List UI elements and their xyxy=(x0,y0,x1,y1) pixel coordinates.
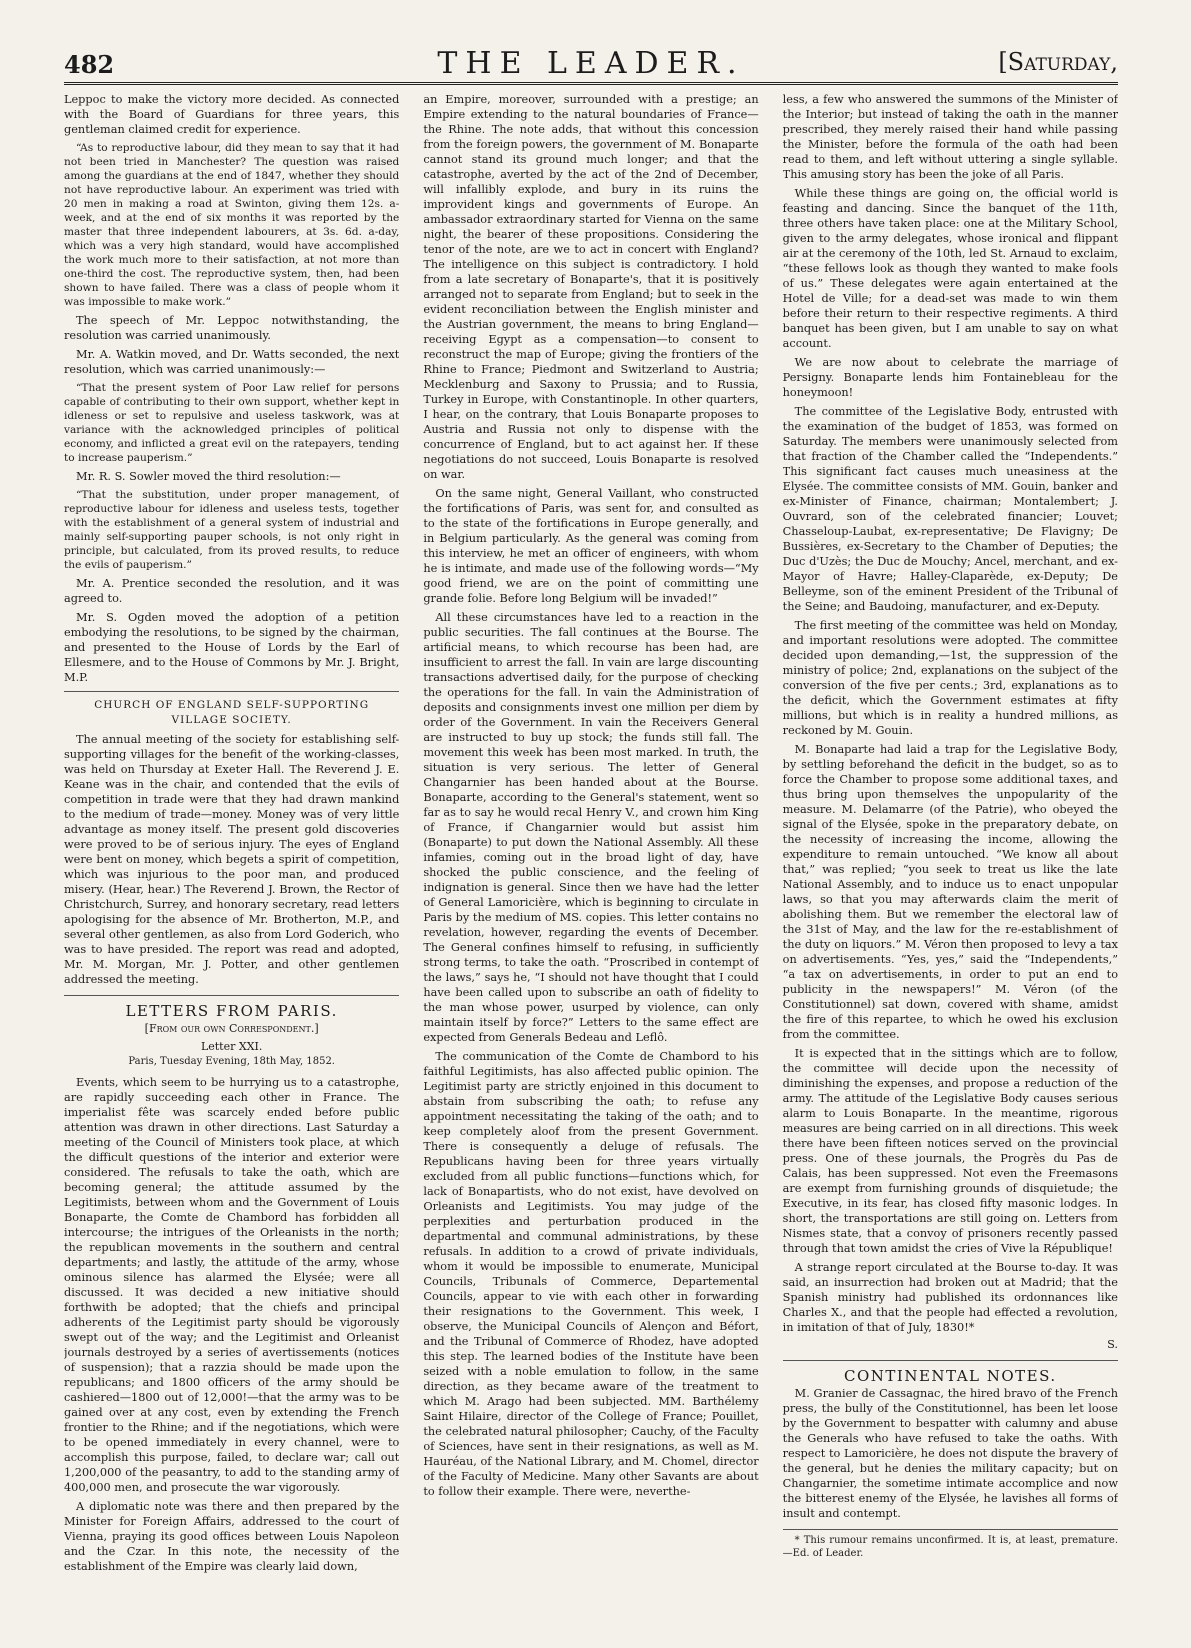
paragraph: We are now about to celebrate the marriage of Persigny. Bonaparte lends him Fontainebleau for the honeymoon! xyxy=(782,356,1118,399)
letter-number: Letter XXI. xyxy=(200,1040,263,1053)
footnote: * This rumour remains unconfirmed. It is, at least, premature.—Ed. of Leader. xyxy=(783,1529,1118,1560)
byline: [From our own Correspondent.] xyxy=(144,1022,319,1035)
paragraph: The communication of the Comte de Chambord to his faithful Legitimists, has also affected public opinion. The Legitimist party are strictly enjoined in this document to abstain from subscribing the oath; to refuse any appointment necessitating the taking of the oath; and to keep completely aloof from the present Government. There is consequently a deluge of refusals. The Republicans having been for three years virtually excluded from all public functions—functions which, for lack of Bonapartists, who do not exist, have devolved on Orleanists and Legitimists. You may judge of the perplexities and perturbation produced in the departmental and communal administrations, by these refusals. In addition to a crowd of private individuals, whom it would be impossible to enumerate, Municipal Councils, Tribunals of Commerce, Departemental Councils, appear to vie with each other in forwarding their resignations to the Government. This week, I observe, the Municipal Councils of Alençon and Béfort, and the Tribunal of Commerce of Rhodez, have adopted this step. The learned bodies of the Institute have been seized with a noble emulation to follow, in the same direction, as they became aware of the treatment to which M. Arago had been subjected. MM. Barthélemy Saint Hilaire, director of the College of France; Pouillet, the celebrated natural philosopher; Cauchy, of the Faculty of Sciences, have sent in their resignations, as well as M. Hauréau, of the National Library, and M. Chomel, director of the Faculty of Medicine. Many other Savants are about to follow their example. There were, neverthe- xyxy=(423,1050,759,1498)
paragraph: The annual meeting of the society for establishing self-supporting villages for the benefit of the working-classes, was held on Thursday at Exeter Hall. The Reverend J. E. Keane was in the chair, and contended that the evils of competition in trade were that they had drawn mankind to the medium of trade—money. Money was of very little advantage as money itself. The present gold discoveries were proved to be of serious injury. The eyes of England were bent on money, which begets a spirit of competition, which was injurious to the poor man, and produced misery. (Hear, hear.) The Reverend J. Brown, the Rector of Christchurch, Surrey, and honorary secretary, read letters apologising for the absence of Mr. Brotherton, M.P., and several other gentlemen, as also from Lord Goderich, who was to have presided. The report was read and adopted, Mr. M. Morgan, Mr. J. Potter, and other gentlemen addressed the meeting. xyxy=(64,733,400,986)
paragraph: an Empire, moreover, surrounded with a prestige; an Empire extending to the natural boundaries of France—the Rhine. The note adds, that without this concession from the foreign powers, the government of M. Bonaparte cannot stand its ground much longer; and that the catastrophe, averted by the act of the 2nd of December, will infallibly explode, and bury in its ruins the improvident kings and governments of Europe. An ambassador extraordinary started for Vienna on the same night, the bearer of these propositions. Considering the tenor of the note, are we to act in concert with England? The intelligence on this subject is contradictory. I hold from a late secretary of Bonaparte's, that it is positively arranged not to separate from England; but to seek in the evident reconciliation between the English minister and the Austrian government, the means to bring England—receiving Egypt as a compensation—to consent to reconstruct the map of Europe; giving the frontiers of the Rhine to France; Piedmont and Switzerland to Austria; Mecklenburg and Saxony to Prussia; and to Russia, Turkey in Europe, with Constantinople. In other quarters, I hear, on the contrary, that Louis Bonaparte proposes to Austria and Russia not only to dispense with the concurrence of England, but to act against her. If these negotiations do not succeed, Louis Bonaparte is resolved on war. xyxy=(423,93,759,481)
paragraph: less, a few who answered the summons of the Minister of the Interior; but instead of taking the oath in the manner prescribed, they merely raised their hand while passing the Minister, before the formula of the oath had been read to them, and left without uttering a single syllable. This amusing story has been the joke of all Paris. xyxy=(782,93,1118,181)
section-subheading: CHURCH OF ENGLAND SELF-SUPPORTING VILLAGE SOCIETY. xyxy=(64,691,399,728)
page-number: 482 xyxy=(64,50,115,79)
paragraph: A diplomatic note was there and then prepared by the Minister for Foreign Affairs, addressed to the court of Vienna, praying its good offices between Louis Napoleon and the Czar. In this note, the necessity of the establishment of the Empire was clearly laid down, xyxy=(64,1500,400,1573)
paragraph: While these things are going on, the official world is feasting and dancing. Since the banquet of the 11th, three others have taken place: one at the Military School, given to the army delegates, whose ironical and flippant air at the ceremony of the 10th, led St. Arnaud to exclaim, “these fellows look as though they wanted to make fools of us.” These delegates were again entertained at the Hotel de Ville; for a dead-set was made to win them before their return to their respective regiments. A third banquet has been given, but I am unable to say on what account. xyxy=(782,187,1118,350)
dateline: Paris, Tuesday Evening, 18th May, 1852. xyxy=(128,1056,335,1067)
paragraph: The first meeting of the committee was held on Monday, and important resolutions were adopted. The committee decided upon demanding,—1st, the suppression of the ministry of police; 2nd, explanations on the subject of the conversion of the five per cents.; 3rd, explanations as to the deficit, which the Government estimates at fifty millions, but which is in reality a hundred millions, as reckoned by M. Gouin. xyxy=(782,619,1118,737)
column-1 xyxy=(64,92,399,1640)
column-3 xyxy=(783,92,1118,1640)
paragraph: Mr. S. Ogden moved the adoption of a petition embodying the resolutions, to be signed by the chairman, and presented to the House of Lords by the Earl of Ellesmere, and to the House of Commons by Mr. J. Bright, M.P. xyxy=(64,611,400,684)
paragraph: Events, which seem to be hurrying us to a catastrophe, are rapidly succeeding each other in France. The imperialist fête was scarcely ended before public attention was drawn in other directions. Last Saturday a meeting of the Council of Ministers took place, at which the difficult questions of the interior and exterior were considered. The refusals to take the oath, which are becoming general; the attitude assumed by the Legitimists, between whom and the Government of Louis Bonaparte, the Comte de Chambord has forbidden all intercourse; the intrigues of the Orleanists in the north; the republican movements in the southern and central departments; and lastly, the attitude of the army, whose ominous silence has alarmed the Elysée; were all discussed. It was decided a new initiative should forthwith be adopted; that the chiefs and principal adherents of the Legitimist party should be vigorously swept out of the way; and the Legitimist and Orleanist journals destroyed by a series of avertissements (notices of suspension); that a razzia should be made upon the republicans; and 1800 officers of the army should be cashiered—1800 out of 12,000!—that the army was to be gained over at any cost, even by extending the French frontier to the Rhine; and if the negotiations, which were to be opened immediately in every channel, were to accomplish this purpose, failed, to declare war; call out 1,200,000 of the peasantry, to add to the standing army of 400,000 men, and prosecute the war vigorously. xyxy=(64,1076,400,1494)
paragraph: The committee of the Legislative Body, entrusted with the examination of the budget of 1853, was formed on Saturday. The members were unanimously selected from that fraction of the Chamber called the “Independents.” This significant fact causes much uneasiness at the Elysée. The committee consists of MM. Gouin, banker and ex-Minister of Finance, chairman; Montalembert; J. Ouvrard, son of the celebrated financier; Louvet; Chasseloup-Laubat, ex-representative; De Flavigny; De Bussières, ex-Secretary to the Chamber of Deputies; the Duc d'Uzès; the Duc de Mouchy; Ancel, merchant, and ex-Mayor of Havre; Halley-Claparède, ex-Deputy; De Belleyme, son of the eminent President of the Tribunal of the Seine; and Baudoing, manufacturer, and ex-Deputy. xyxy=(782,405,1118,613)
quotation: “That the present system of Poor Law relief for persons capable of contributing to their own support, whether kept in idleness or set to repulsive and useless taskwork, was at variance with the acknowledged principles of political economy, and inflicted a great evil on the ratepayers, tending to increase pauperism.” xyxy=(64,382,400,464)
quotation: “As to reproductive labour, did they mean to say that it had not been tried in Manchester? The question was raised among the guardians at the end of 1847, whether they should not have reproductive labour. An experiment was tried with 20 men in making a road at Swinton, giving them 12s. a-week, and at the end of six months it was reported by the master that three independent labourers, at 3s. 6d. a-day, which was a very high standard, would have accomplished the work much more to their satisfaction, at not more than one-third the cost. The reproductive system, then, had been shown to have failed. There was a class of people whom it was impossible to make work.” xyxy=(64,142,400,308)
paragraph: A strange report circulated at the Bourse to-day. It was said, an insurrection had broken out at Madrid; that the Spanish ministry had published its ordonnances like Charles X., and that the people had effected a revolution, in imitation of that of July, 1830!* xyxy=(782,1261,1118,1334)
quotation: “That the substitution, under proper management, of reproductive labour for idleness and useless tests, together with the establishment of a general system of industrial and mainly self-supporting pauper schools, is not only right in principle, but calculated, from its proved results, to reduce the evils of pauperism.” xyxy=(64,489,400,571)
paragraph: Leppoc to make the victory more decided. As connected with the Board of Guardians for three years, this gentleman claimed credit for experience. xyxy=(64,93,400,136)
newspaper-title: THE LEADER. xyxy=(437,46,745,81)
column-2 xyxy=(423,92,758,1640)
paragraph: All these circumstances have led to a reaction in the public securities. The fall continues at the Bourse. The artificial means, to which recourse has been had, are insufficient to arrest the fall. In vain are large discounting transactions advertised daily, for the purpose of checking the operations for the fall. In vain the Administration of deposits and consignments invest one million per diem by order of the Government. In vain the Receivers General are instructed to buy up stock; the funds still fall. The movement this week has been most marked. In truth, the situation is very serious. The letter of General Changarnier has been handed about at the Bourse. Bonaparte, according to the General's statement, went so far as to say he would recal Henry V., and crown him King of France, if Changarnier would but assist him (Bonaparte) to put down the National Assembly. All these infamies, coming out in the broad light of day, have shocked the public conscience, and the feeling of indignation is general. Since then we have had the letter of General Lamoricière, which is beginning to circulate in Paris by the medium of MS. copies. This letter contains no revelation, however, regarding the events of December. The General confines himself to refusing, in sufficiently strong terms, to take the oath. “Proscribed in contempt of the laws,” says he, “I should not have thought that I could have been called upon to subscribe an oath of fidelity to the man whose power, usurped by violence, can only maintain itself by force?” Letters to the same effect are expected from Generals Bedeau and Leflô. xyxy=(423,611,759,1044)
article-columns xyxy=(64,92,1118,1640)
page-header xyxy=(64,42,1118,85)
paragraph: On the same night, General Vaillant, who constructed the fortifications of Paris, was sent for, and consulted as to the state of the fortifications in Europe generally, and in Belgium particularly. As the general was coming from this interview, he met an officer of engineers, with whom he is intimate, and made use of the following words—“My good friend, we are on the point of committing une grande folie. Before long Belgium will be invaded!” xyxy=(423,487,759,605)
paragraph: M. Bonaparte had laid a trap for the Legislative Body, by settling beforehand the deficit in the budget, so as to force the Chamber to propose some additional taxes, and thus bring upon themselves the unpopularity of the measure. M. Delamarre (of the Patrie), who obeyed the signal of the Elysée, spoke in the preparatory debate, on the necessity of increasing the income, allowing the expenditure to remain untouched. “We know all about that,” was replied; “you seek to treat us like the late National Assembly, and to induce us to enact unpopular laws, so that you may afterwards claim the merit of abolishing them. But we remember the electoral law of the 31st of May, and the law for the re-establishment of the duty on liquors.” M. Véron then proposed to levy a tax on advertisements. “Yes, yes,” said the “Independents,” “a tax on advertisements, in order to put an end to publicity in the newspapers!” M. Véron (of the Constitutionnel) sat down, covered with shame, amidst the fire of this repartee, to which he owed his exclusion from the committee. xyxy=(782,743,1118,1041)
paragraph: It is expected that in the sittings which are to follow, the committee will decide upon the necessity of diminishing the expenses, and propose a reduction of the army. The attitude of the Legislative Body causes serious alarm to Louis Bonaparte. In the meantime, rigorous measures are being carried on in all directions. This week there have been fifteen notices served on the provincial press. One of these journals, the Progrès du Pas de Calais, has been suppressed. Not even the Freemasons are exempt from furnishing grounds of disquietude; the Executive, in its fear, has closed fifty masonic lodges. In short, the transportations are still going on. Letters from Nismes state, that a convoy of prisoners recently passed through that town amidst the cries of Vive la République! xyxy=(782,1047,1118,1255)
signature-initial: S. xyxy=(1107,1338,1118,1351)
section-title: LETTERS FROM PARIS. xyxy=(64,995,399,1019)
issue-day: [Saturday, xyxy=(998,48,1118,76)
paragraph: Mr. A. Watkin moved, and Dr. Watts seconded, the next resolution, which was carried unanimously:— xyxy=(64,348,400,376)
paragraph: M. Granier de Cassagnac, the hired bravo of the French press, the bully of the Constitutionnel, has been let loose by the Government to bespatter with calumny and abuse the Generals who have refused to take the oaths. With respect to Lamoricière, he does not dispute the bravery of the general, but he denies the military capacity; but on Changarnier, the sometime intimate accomplice and now the bitterest enemy of the Elysée, he lavishes all forms of insult and contempt. xyxy=(782,1387,1118,1520)
paragraph: Mr. A. Prentice seconded the resolution, and it was agreed to. xyxy=(64,577,400,605)
paragraph: Mr. R. S. Sowler moved the third resolution:— xyxy=(76,470,341,483)
section-title: CONTINENTAL NOTES. xyxy=(783,1360,1118,1384)
paragraph: The speech of Mr. Leppoc notwithstanding, the resolution was carried unanimously. xyxy=(64,314,400,342)
